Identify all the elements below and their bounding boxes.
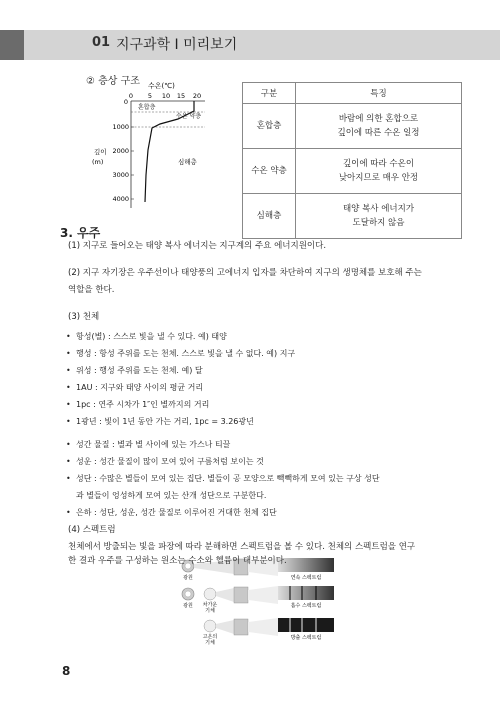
table-header-feature: 특징 <box>296 83 462 104</box>
y-tick-4000: 4000 <box>112 195 129 203</box>
page-number: 8 <box>62 664 71 678</box>
chapter-number: 01 <box>92 35 111 50</box>
paragraph-2-line-2: 역할을 한다. <box>68 285 115 295</box>
feature-line: 낮아지므로 매우 안정 <box>338 173 419 183</box>
feature-line: 깊이에 따른 수온 일정 <box>337 128 420 138</box>
emission-spectrum-bar <box>278 618 334 632</box>
list-item-continuation: 과 별들이 엉성하게 모여 있는 산개 성단으로 구분한다. <box>76 491 267 500</box>
table-cell-name: 심해층 <box>243 194 296 239</box>
light-source-label: 광원 <box>183 575 193 581</box>
paragraph-4-heading: (4) 스펙트럼 <box>68 525 116 535</box>
y-axis-label: 깊이 <box>94 148 107 156</box>
hot-gas-label-1: 고온의 <box>202 634 218 640</box>
feature-line: 바람에 의한 혼합으로 <box>338 114 419 124</box>
cold-gas-icon <box>204 588 216 600</box>
light-beam <box>216 620 234 634</box>
list-item: • 1pc : 연주 시차가 1″인 별까지의 거리 <box>76 396 472 413</box>
dispersed-beam <box>248 618 278 636</box>
paragraph-5-line-2: 한 결과 우주를 구성하는 원소는 수소와 헬륨이 대부분이다. <box>68 556 287 566</box>
list-item: • 성간 물질 : 별과 별 사이에 있는 가스나 티끌 <box>76 436 472 453</box>
list-item: • 위성 : 행성 주위를 도는 천체. 예) 달 <box>76 362 472 379</box>
prism-icon <box>234 619 248 635</box>
chapter-header <box>0 26 500 64</box>
section-title-universe: 3. 우주 <box>60 226 101 240</box>
table-row <box>243 194 462 239</box>
table-row <box>243 149 462 194</box>
prism-icon <box>234 587 248 603</box>
absorption-spectrum-label: 흡수 스펙트럼 <box>290 603 322 609</box>
table-cell-feature <box>296 149 462 194</box>
paragraph-5-line-1: 천체에서 방출되는 빛을 파장에 따라 분해하면 스펙트럼을 볼 수 있다. 천체의 스펙트럼을 연구 <box>68 542 416 552</box>
absorption-spectrum-bar <box>278 586 334 600</box>
layer-label-thermocline: 수온 약층 <box>176 113 202 120</box>
feature-line: 도달하지 않음 <box>352 218 405 228</box>
x-tick-15: 15 <box>176 92 186 100</box>
ocean-temperature-depth-chart <box>90 80 220 210</box>
x-tick-10: 10 <box>161 92 171 100</box>
table-cell-name: 혼합층 <box>243 104 296 149</box>
x-tick-0: 0 <box>128 92 134 100</box>
x-tick-20: 20 <box>192 92 202 100</box>
table-cell-feature <box>296 194 462 239</box>
y-tick-3000: 3000 <box>112 171 129 179</box>
x-tick-5: 5 <box>147 92 153 100</box>
dispersed-beam <box>248 586 278 604</box>
subheading-layer-structure: ② 층상 구조 <box>86 76 140 87</box>
chapter-title: 지구과학 I 미리보기 <box>116 37 238 53</box>
x-axis-label: 수온(℃) <box>148 82 175 90</box>
table-header-category: 구분 <box>243 83 296 104</box>
table-cell-feature <box>296 104 462 149</box>
list-item: • 1AU : 지구와 태양 사이의 평균 거리 <box>76 379 472 396</box>
layer-label-mixed: 혼합층 <box>138 104 156 111</box>
paragraph-2-line-1: (2) 지구 자기장은 우주선이나 태양풍의 고에너지 입자를 차단하여 지구의 생명체를 보호해 주는 <box>68 268 422 278</box>
list-item: • 1광년 : 빛이 1년 동안 가는 거리, 1pc = 3.26광년 <box>76 413 472 430</box>
table-header-row <box>243 83 462 104</box>
y-axis-unit: (m) <box>92 158 104 166</box>
feature-line: 깊이에 따라 수온이 <box>342 159 415 169</box>
y-tick-2000: 2000 <box>112 147 129 155</box>
hot-gas-icon <box>204 620 216 632</box>
y-tick-0: 0 <box>123 98 128 106</box>
layer-label-deep: 심해층 <box>178 158 197 166</box>
list-item: • 행성 : 항성 주위를 도는 천체. 스스로 빛을 낼 수 없다. 예) 지구 <box>76 345 472 362</box>
list-item: • 성단 : 수많은 별들이 모여 있는 집단. 별들이 공 모양으로 빽빽하게 모여 있는 구상 성단 <box>76 470 472 487</box>
table-row <box>243 104 462 149</box>
list-item: • 성운 : 성간 물질이 많이 모여 있어 구름처럼 보이는 것 <box>76 453 472 470</box>
paragraph-1: (1) 지구로 들어오는 태양 복사 에너지는 지구계의 주요 에너지원이다. <box>68 241 327 251</box>
light-beam <box>216 588 234 602</box>
y-tick-1000: 1000 <box>112 123 129 131</box>
feature-line: 태양 복사 에너지가 <box>342 204 415 214</box>
cold-gas-label-1: 차가운 <box>202 602 218 608</box>
cold-gas-label-2: 기체 <box>205 608 215 614</box>
emission-spectrum-label: 방출 스펙트럼 <box>290 635 322 641</box>
list-item: • 항성(별) : 스스로 빛을 낼 수 있다. 예) 태양 <box>76 328 472 345</box>
hot-gas-label-2: 기체 <box>205 640 215 646</box>
list-item: • 은하 : 성단, 성운, 성간 물질로 이루어진 거대한 천체 집단 <box>76 504 472 521</box>
continuous-spectrum-label: 연속 스펙트럼 <box>290 575 322 581</box>
table-cell-name: 수온 약층 <box>243 149 296 194</box>
light-source-label: 광원 <box>183 603 193 609</box>
light-source-core <box>185 591 191 597</box>
header-accent-bar <box>0 30 24 60</box>
paragraph-3-heading: (3) 천체 <box>68 312 100 322</box>
layer-feature-table <box>242 82 462 239</box>
